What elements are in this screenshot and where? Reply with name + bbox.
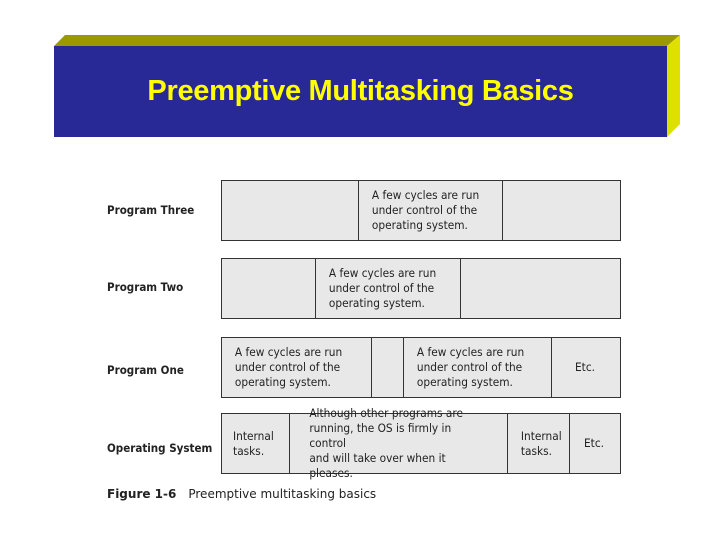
timeline-cell: A few cycles are run under control of the operating system. [403,338,551,397]
timeline-cell [371,338,403,397]
row-program-three [221,180,621,241]
timeline-cell [222,259,315,318]
figure-caption [107,487,376,501]
timeline-cell [502,181,620,240]
timeline-cell [460,259,620,318]
figure-number: Figure 1-6 [107,487,177,501]
timeline-cell [222,181,358,240]
timeline-cell-etc: Etc. [569,414,620,473]
title-banner [54,46,667,137]
row-program-one [221,337,621,398]
row-label-program-one: Program One [107,363,184,377]
timeline-cell: A few cycles are run under control of the operating system. [358,181,502,240]
row-program-two [221,258,621,319]
timeline-cell: Internal tasks. [507,414,569,473]
timeline-cell: A few cycles are run under control of the operating system. [234,345,343,389]
timeline-cell: Internal tasks. [233,428,274,458]
slide-title: Preemptive Multitasking Basics [147,75,574,107]
figure-caption-text: Preemptive multitasking basics [188,487,377,501]
timeline-cell-etc: Etc. [551,338,620,397]
row-label-program-two: Program Two [107,280,184,294]
timeline-cell: Although other programs are running, the OS is firmly in control and will take over when it pleases. [289,414,507,473]
timeline-cell: A few cycles are run under control of the operating system. [315,259,460,318]
row-label-operating-system: Operating System [107,441,213,455]
row-label-program-three: Program Three [107,203,195,217]
banner-bevel-top [54,35,680,46]
banner-bevel-side [667,35,680,137]
row-operating-system [221,406,621,480]
